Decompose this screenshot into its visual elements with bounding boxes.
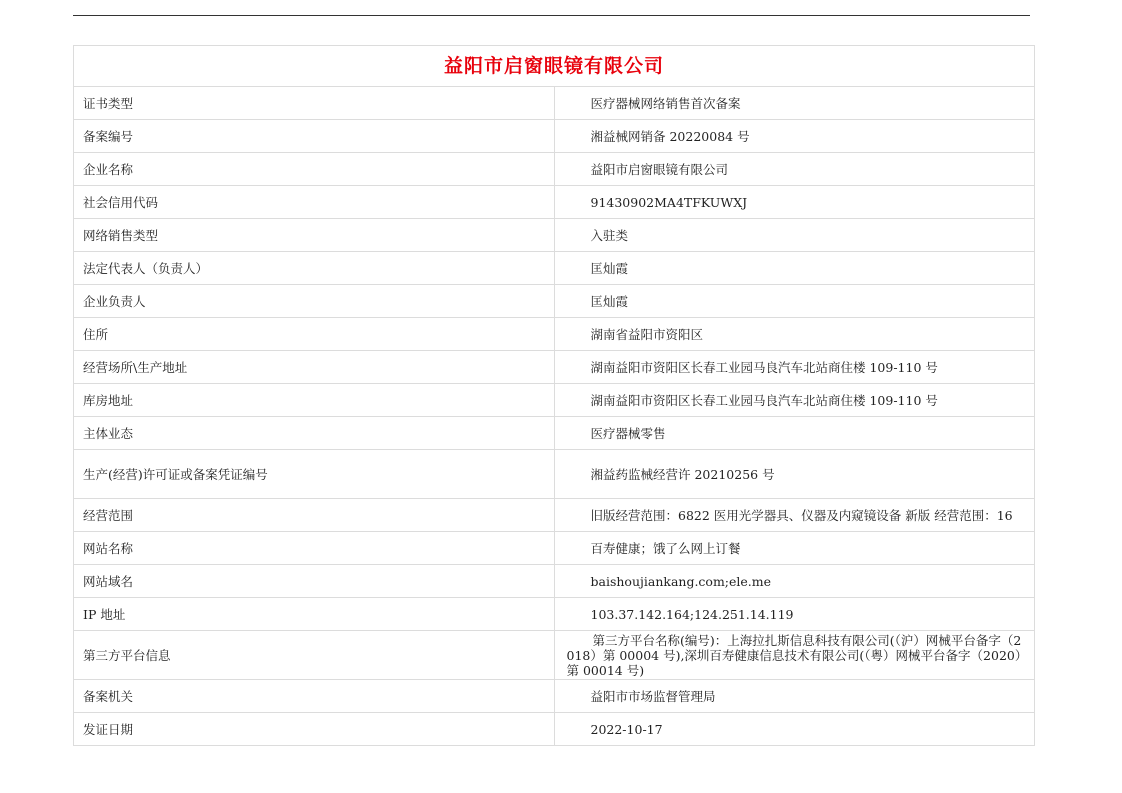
header-divider-line xyxy=(73,15,1030,16)
label-issue-date: 发证日期 xyxy=(74,713,555,746)
value-ip-address: 103.37.142.164;124.251.14.119 xyxy=(554,598,1035,631)
row-license-number xyxy=(74,450,1035,499)
label-filing-authority: 备案机关 xyxy=(74,680,555,713)
certificate-table xyxy=(73,45,1035,746)
label-credit-code: 社会信用代码 xyxy=(74,186,555,219)
value-sales-type: 入驻类 xyxy=(554,219,1035,252)
label-ip-address: IP 地址 xyxy=(74,598,555,631)
row-certificate-type xyxy=(74,87,1035,120)
value-business-address: 湖南益阳市资阳区长春工业园马良汽车北站商住楼 109-110 号 xyxy=(554,351,1035,384)
row-warehouse-address xyxy=(74,384,1035,417)
row-filing-authority xyxy=(74,680,1035,713)
row-third-party-platform xyxy=(74,631,1035,680)
row-issue-date xyxy=(74,713,1035,746)
row-business-scope xyxy=(74,499,1035,532)
label-website-name: 网站名称 xyxy=(74,532,555,565)
label-warehouse-address: 库房地址 xyxy=(74,384,555,417)
label-business-scope: 经营范围 xyxy=(74,499,555,532)
label-business-address: 经营场所\生产地址 xyxy=(74,351,555,384)
value-domicile: 湖南省益阳市资阳区 xyxy=(554,318,1035,351)
value-certificate-type: 医疗器械网络销售首次备案 xyxy=(554,87,1035,120)
row-ip-address xyxy=(74,598,1035,631)
label-filing-number: 备案编号 xyxy=(74,120,555,153)
label-company-principal: 企业负责人 xyxy=(74,285,555,318)
value-website-domain: baishoujiankang.com;ele.me xyxy=(554,565,1035,598)
label-sales-type: 网络销售类型 xyxy=(74,219,555,252)
value-filing-number: 湘益械网销备 20220084 号 xyxy=(554,120,1035,153)
label-company-name: 企业名称 xyxy=(74,153,555,186)
value-credit-code: 91430902MA4TFKUWXJ xyxy=(554,186,1035,219)
value-filing-authority: 益阳市市场监督管理局 xyxy=(554,680,1035,713)
label-certificate-type: 证书类型 xyxy=(74,87,555,120)
row-credit-code xyxy=(74,186,1035,219)
row-sales-type xyxy=(74,219,1035,252)
value-license-number: 湘益药监械经营许 20210256 号 xyxy=(554,450,1035,499)
row-domicile xyxy=(74,318,1035,351)
row-website-domain xyxy=(74,565,1035,598)
value-company-name: 益阳市启窗眼镜有限公司 xyxy=(554,153,1035,186)
value-website-name: 百寿健康；饿了么网上订餐 xyxy=(554,532,1035,565)
row-legal-representative xyxy=(74,252,1035,285)
value-business-format: 医疗器械零售 xyxy=(554,417,1035,450)
row-business-address xyxy=(74,351,1035,384)
row-company-principal xyxy=(74,285,1035,318)
value-legal-representative: 匡灿霞 xyxy=(554,252,1035,285)
label-website-domain: 网站域名 xyxy=(74,565,555,598)
value-third-party-platform: 第三方平台名称(编号)：上海拉扎斯信息科技有限公司(（沪）网械平台备字（2018）第 00004 号),深圳百寿健康信息技术有限公司(（粤）网械平台备字（2020）第 00014 号) xyxy=(554,631,1035,680)
row-business-format xyxy=(74,417,1035,450)
value-issue-date: 2022-10-17 xyxy=(554,713,1035,746)
title-row xyxy=(74,46,1035,87)
label-third-party-platform: 第三方平台信息 xyxy=(74,631,555,680)
row-filing-number xyxy=(74,120,1035,153)
value-company-principal: 匡灿霞 xyxy=(554,285,1035,318)
label-business-format: 主体业态 xyxy=(74,417,555,450)
label-legal-representative: 法定代表人（负责人） xyxy=(74,252,555,285)
value-warehouse-address: 湖南益阳市资阳区长春工业园马良汽车北站商住楼 109-110 号 xyxy=(554,384,1035,417)
row-website-name xyxy=(74,532,1035,565)
label-domicile: 住所 xyxy=(74,318,555,351)
row-company-name xyxy=(74,153,1035,186)
value-business-scope: 旧版经营范围：6822 医用光学器具、仪器及内窥镜设备 新版 经营范围：16 xyxy=(554,499,1035,532)
document-title: 益阳市启窗眼镜有限公司 xyxy=(74,46,1035,87)
label-license-number: 生产(经营)许可证或备案凭证编号 xyxy=(74,450,555,499)
